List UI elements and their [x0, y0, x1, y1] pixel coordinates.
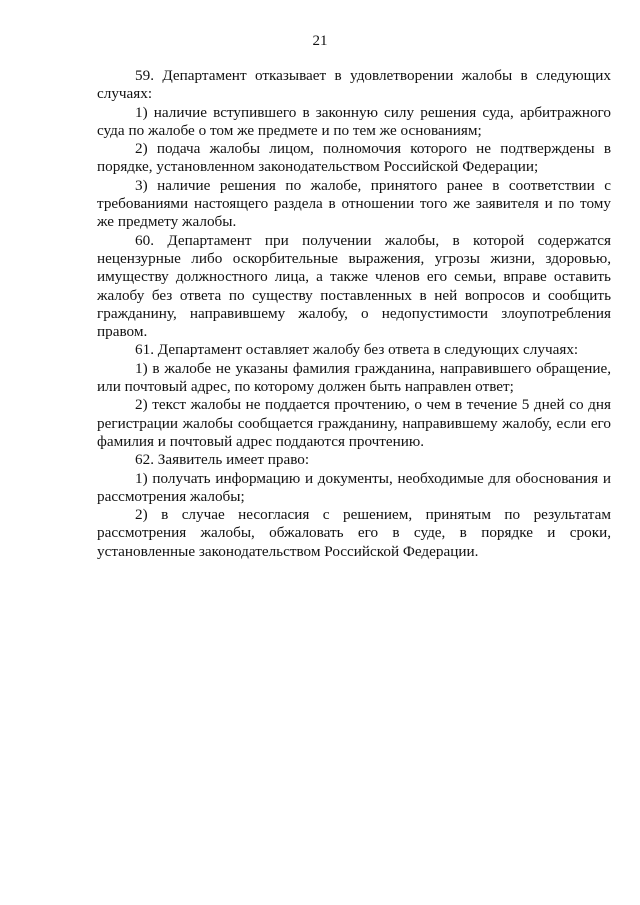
paragraph-62-item-2: 2) в случае несогласия с решением, принятым по результатам рассмотрения жалобы, обжаловать его в суде, в порядке и сроки, установленные законодательством Российской Федерации. [97, 506, 611, 560]
paragraph-61-item-2: 2) текст жалобы не поддается прочтению, о чем в течение 5 дней со дня регистрации жалобы сообщается гражданину, направившему жалобу, если его фамилия и почтовый адрес поддаются прочтению. [97, 396, 611, 450]
paragraph-61: 61. Департамент оставляет жалобу без ответа в следующих случаях: [135, 341, 579, 359]
paragraph-59-item-1: 1) наличие вступившего в законную силу решения суда, арбитражного суда по жалобе о том же предмете и по тем же основаниям; [97, 103, 611, 139]
paragraph-60: 60. Департамент при получении жалобы, в которой содержатся нецензурные либо оскорбительные выражения, угрозы жизни, здоровью, имуществу должностного лица, а также членов его семьи, вправе оставить жалобу без ответа по существу поставленных в ней вопросов и сообщить гражданину, направившему жалобу, о недопустимости злоупотребления правом. [97, 231, 611, 341]
paragraph-59-item-2: 2) подача жалобы лицом, полномочия которого не подтверждены в порядке, установленном законодательством Российской Федерации; [97, 140, 611, 176]
paragraph-59-item-3: 3) наличие решения по жалобе, принятого ранее в соответствии с требованиями настоящего раздела в отношении того же заявителя и по тому же предмету жалобы. [97, 176, 611, 231]
page-number: 21 [312, 33, 328, 49]
paragraph-61-item-1: 1) в жалобе не указаны фамилия гражданина, направившего обращение, или почтовый адрес, по которому должен быть направлен ответ; [97, 359, 611, 396]
paragraph-62: 62. Заявитель имеет право: [135, 451, 310, 469]
paragraph-62-item-1: 1) получать информацию и документы, необходимые для обоснования и рассмотрения жалобы; [97, 469, 611, 505]
paragraph-59: 59. Департамент отказывает в удовлетворении жалобы в следующих случаях: [97, 67, 611, 103]
document-body [97, 67, 611, 561]
